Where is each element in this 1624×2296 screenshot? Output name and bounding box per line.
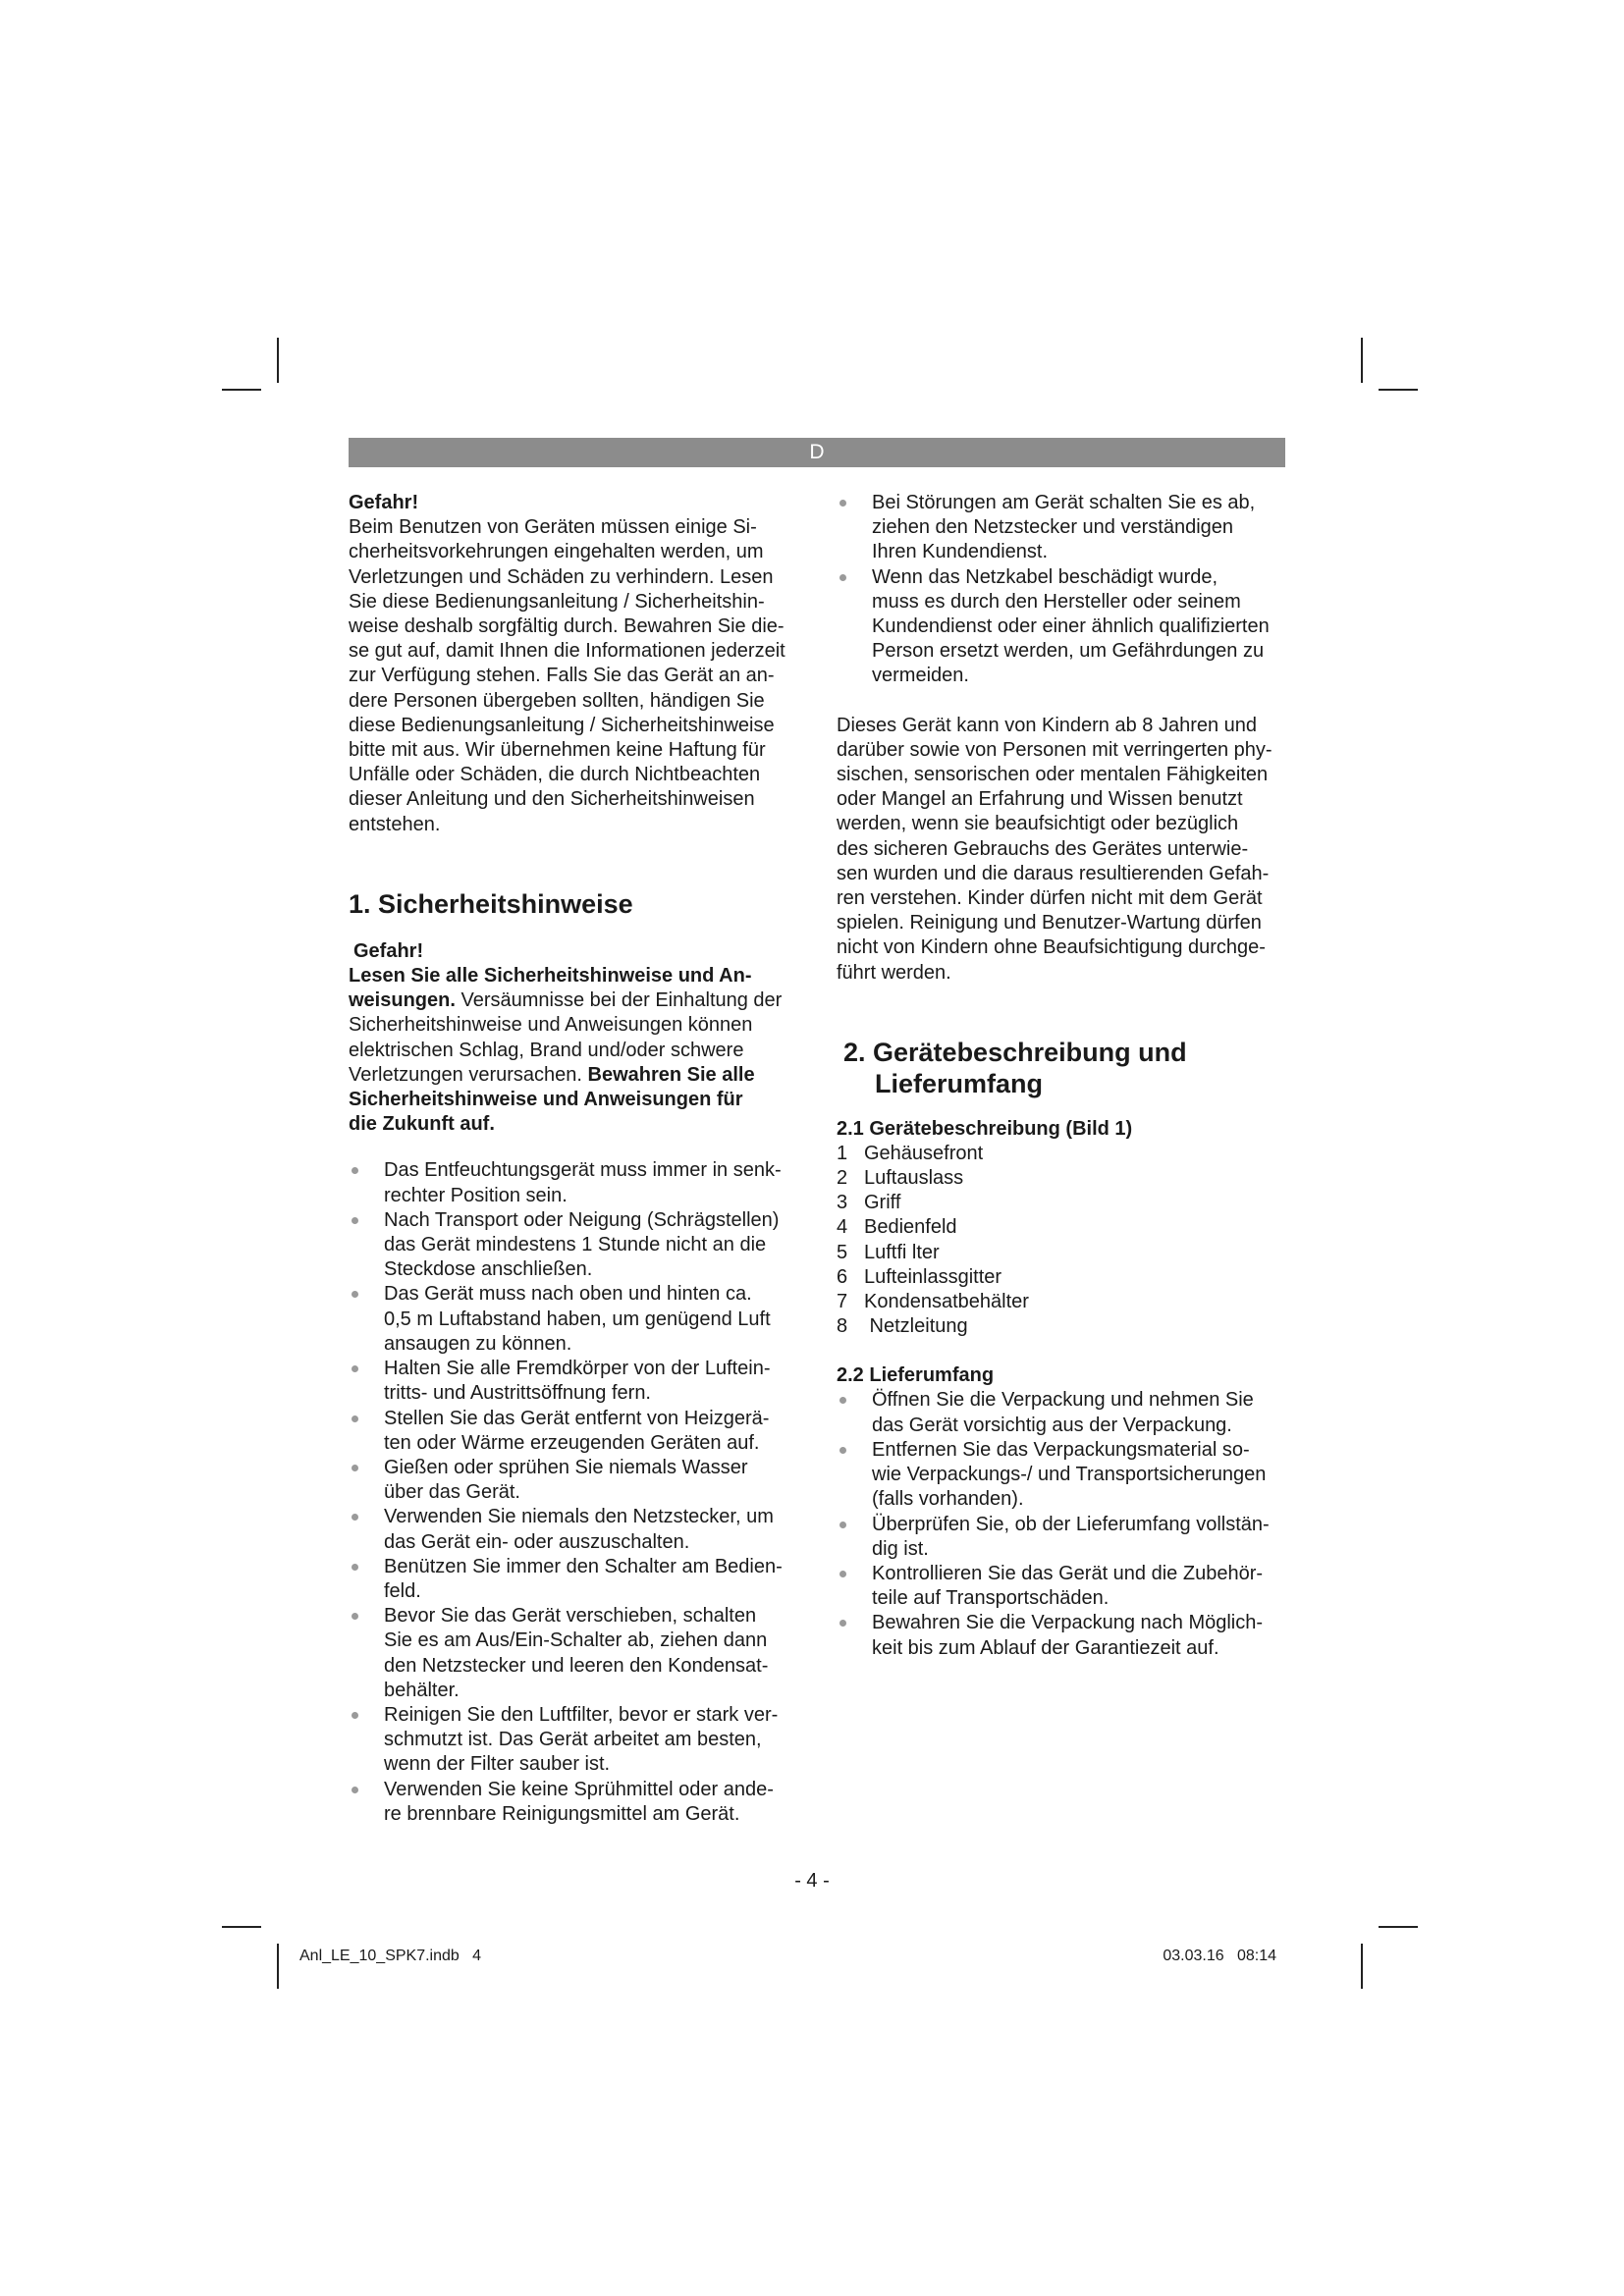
page-number: - 4 - (794, 1870, 830, 1892)
footer-date: 03.03.16 08:14 (1163, 1948, 1276, 1964)
text-line: Sicherheitshinweise und Anweisungen für (349, 1089, 743, 1111)
list-item (349, 1158, 805, 1207)
list-item (837, 565, 1286, 689)
text-line: Überprüfen Sie, ob der Lieferumfang vollstän- (872, 1513, 1270, 1535)
list-item (349, 1208, 805, 1283)
heading-line: 2. Gerätebeschreibung und (843, 1037, 1187, 1067)
plain-text: Versäumnisse bei der Einhaltung der (455, 989, 783, 1012)
part-label: Luftfi lter (864, 1241, 940, 1263)
list-item (837, 1513, 1286, 1562)
text-line: ren verstehen. Kinder dürfen nicht mit dem Gerät (837, 887, 1263, 910)
text-line: elektrischen Schlag, Brand und/oder schwere (349, 1039, 744, 1061)
text-line: Beim Benutzen von Geräten müssen einige Si- (349, 516, 757, 539)
subsection-heading-delivery: 2.2 Lieferumfang (837, 1364, 995, 1387)
list-item (349, 1282, 805, 1357)
list-item (837, 1611, 1286, 1660)
bold-text: Bewahren Sie alle (587, 1063, 755, 1086)
list-item (349, 1357, 805, 1406)
crop-mark (277, 338, 279, 383)
text-line: oder Mangel an Erfahrung und Wissen benutzt (837, 788, 1243, 811)
text-line: behälter. (384, 1679, 460, 1701)
list-item (837, 1562, 1286, 1611)
text-line: Stellen Sie das Gerät entfernt von Heizgerä- (384, 1407, 770, 1429)
list-item (837, 1142, 1286, 1166)
text-line: tritts- und Austrittsöffnung fern. (384, 1382, 651, 1405)
list-item (837, 1191, 1286, 1215)
warning-text (349, 515, 805, 837)
text-line: Wenn das Netzkabel beschädigt wurde, (872, 565, 1218, 588)
text-line: ten oder Wärme erzeugenden Geräten auf. (384, 1431, 760, 1454)
text-line: (falls vorhanden). (872, 1488, 1024, 1511)
part-label: Netzleitung (864, 1315, 968, 1338)
text-line: Verwenden Sie niemals den Netzstecker, um (384, 1506, 774, 1528)
text-line: das Gerät ein- oder auszuschalten. (384, 1530, 690, 1553)
safety-bullet-list (349, 1158, 805, 1826)
text-line: Benützen Sie immer den Schalter am Bedien- (384, 1555, 783, 1577)
text-line: dig ist. (872, 1537, 929, 1560)
text-line: Reinigen Sie den Luftfilter, bevor er stark ver- (384, 1703, 779, 1726)
text-line: Sie diese Bedienungsanleitung / Sicherheitshin- (349, 590, 765, 613)
text-line: wenn der Filter sauber ist. (384, 1753, 611, 1776)
list-item (837, 1314, 1286, 1339)
part-number: 1 (837, 1142, 848, 1164)
language-header-bar: D (349, 438, 1285, 467)
part-number: 4 (837, 1216, 848, 1239)
part-label: Lufteinlassgitter (864, 1265, 1002, 1288)
list-item (837, 1166, 1286, 1191)
text-line: die Zukunft auf. (349, 1113, 495, 1136)
list-item (837, 1241, 1286, 1265)
text-line: keit bis zum Ablauf der Garantiezeit auf. (872, 1636, 1219, 1659)
part-number: 5 (837, 1241, 848, 1263)
list-item (837, 1388, 1286, 1437)
text-line: Halten Sie alle Fremdkörper von der Luftein- (384, 1358, 771, 1380)
list-item (837, 1438, 1286, 1513)
text-line: dere Personen übergeben sollten, händigen Sie (349, 689, 765, 712)
text-line: vermeiden. (872, 665, 969, 687)
part-number: 3 (837, 1192, 848, 1214)
text-line: weise deshalb sorgfältig durch. Bewahren Sie die- (349, 615, 785, 638)
text-line: bitte mit aus. Wir übernehmen keine Haftung für (349, 739, 766, 762)
text-line: Kontrollieren Sie das Gerät und die Zubehör- (872, 1562, 1264, 1584)
part-label: Gehäusefront (864, 1142, 984, 1164)
list-item (837, 1265, 1286, 1290)
crop-mark (222, 389, 261, 391)
text-line: cherheitsvorkehrungen eingehalten werden, um (349, 541, 764, 563)
text-line: feld. (384, 1579, 421, 1602)
text-line: Steckdose anschließen. (384, 1258, 593, 1281)
heading-line: Lieferumfang (875, 1068, 1044, 1098)
text-line: Bevor Sie das Gerät verschieben, schalten (384, 1605, 757, 1628)
text-line: den Netzstecker und leeren den Kondensat- (384, 1654, 769, 1677)
text-line: Verwenden Sie keine Sprühmittel oder ande- (384, 1778, 774, 1800)
text-line: das Gerät vorsichtig aus der Verpackung. (872, 1414, 1232, 1436)
text-line: spielen. Reinigung und Benutzer-Wartung dürfen (837, 912, 1262, 934)
text-line: darüber sowie von Personen mit verringerten phy- (837, 738, 1272, 761)
warning-title: Gefahr! (349, 492, 419, 513)
crop-mark (1361, 338, 1363, 383)
text-line: zur Verfügung stehen. Falls Sie das Gerät an an- (349, 665, 775, 687)
text-line: rechter Position sein. (384, 1184, 568, 1206)
list-item (349, 1778, 805, 1827)
text-line: Ihren Kundendienst. (872, 541, 1049, 563)
text-line: re brennbare Reinigungsmittel am Gerät. (384, 1802, 740, 1825)
text-line: des sicheren Gebrauchs des Gerätes unterwie- (837, 837, 1249, 860)
bold-text: weisungen. (349, 989, 456, 1012)
text-line: dieser Anleitung und den Sicherheitshinweisen (349, 788, 755, 811)
text-line: ansaugen zu können. (384, 1332, 572, 1355)
parts-list (837, 1142, 1286, 1340)
children-notice (837, 714, 1286, 986)
text-line: werden, wenn sie beaufsichtigt oder bezüglich (837, 813, 1239, 835)
text-line: teile auf Transportschäden. (872, 1587, 1110, 1610)
list-item (349, 1505, 805, 1554)
text-line: wie Verpackungs-/ und Transportsicherungen (872, 1464, 1267, 1486)
text-line: Öffnen Sie die Verpackung und nehmen Sie (872, 1389, 1254, 1412)
subsection-heading-description: 2.1 Gerätebeschreibung (Bild 1) (837, 1117, 1133, 1140)
list-item (349, 1703, 805, 1778)
plain-text: Verletzungen verursachen. (349, 1063, 588, 1086)
text-line: Lesen Sie alle Sicherheitshinweise und An- (349, 965, 752, 988)
list-item (349, 1604, 805, 1703)
text-line: Das Entfeuchtungsgerät muss immer in senk- (384, 1159, 782, 1182)
crop-mark (1361, 1944, 1363, 1989)
text-line: sischen, sensorischen oder mentalen Fähigkeiten (837, 764, 1269, 786)
section-warning-title: Gefahr! (353, 939, 424, 962)
text-line: Sie es am Aus/Ein-Schalter ab, ziehen dann (384, 1629, 768, 1652)
list-item (349, 1555, 805, 1604)
list-item (349, 1456, 805, 1505)
text-line: Bei Störungen am Gerät schalten Sie es ab, (872, 492, 1256, 513)
text-line: 0,5 m Luftabstand haben, um genügend Luft (384, 1308, 771, 1330)
part-label: Griff (864, 1192, 901, 1214)
safety-bullet-list-continued (837, 491, 1286, 689)
crop-mark (277, 1944, 279, 1989)
part-number: 7 (837, 1291, 848, 1313)
section-heading-safety: 1. Sicherheitshinweise (349, 888, 633, 919)
text-line (349, 1063, 805, 1088)
part-label: Bedienfeld (864, 1216, 957, 1239)
text-line: entstehen. (349, 813, 441, 835)
right-column (837, 491, 1286, 1661)
text-line: Person ersetzt werden, um Gefährdungen zu (872, 640, 1265, 663)
part-number: 8 (837, 1315, 848, 1338)
text-line: Gießen oder sprühen Sie niemals Wasser (384, 1456, 748, 1478)
text-line: diese Bedienungsanleitung / Sicherheitshinweise (349, 714, 775, 736)
crop-mark (1379, 1926, 1418, 1928)
text-line: Sicherheitshinweise und Anweisungen können (349, 1014, 753, 1037)
text-line: Kundendienst oder einer ähnlich qualifizierten (872, 615, 1270, 638)
part-label: Luftauslass (864, 1167, 964, 1190)
text-line: über das Gerät. (384, 1481, 520, 1504)
text-line: nicht von Kindern ohne Beaufsichtigung durchge- (837, 936, 1266, 959)
crop-mark (1379, 389, 1418, 391)
list-item (349, 1407, 805, 1456)
text-line: Verletzungen und Schäden zu verhindern. Lesen (349, 565, 774, 588)
part-label: Kondensatbehälter (864, 1291, 1029, 1313)
part-number: 6 (837, 1265, 848, 1288)
list-item (837, 491, 1286, 565)
section-heading-description (837, 1037, 1286, 1099)
text-line: Das Gerät muss nach oben und hinten ca. (384, 1283, 752, 1306)
text-line (349, 988, 805, 1013)
text-line: führt werden. (837, 961, 951, 984)
part-number: 2 (837, 1167, 848, 1190)
left-column (349, 491, 805, 1827)
text-line: das Gerät mindestens 1 Stunde nicht an die (384, 1234, 767, 1256)
text-line: sen wurden und die daraus resultierenden Gefah- (837, 862, 1270, 884)
list-item (837, 1290, 1286, 1314)
text-line: se gut auf, damit Ihnen die Informationen jederzeit (349, 640, 785, 663)
text-line: Dieses Gerät kann von Kindern ab 8 Jahren und (837, 714, 1258, 736)
text-line: schmutzt ist. Das Gerät arbeitet am besten, (384, 1729, 762, 1751)
delivery-bullet-list (837, 1388, 1286, 1660)
text-line: Bewahren Sie die Verpackung nach Möglich- (872, 1612, 1264, 1634)
text-line: Entfernen Sie das Verpackungsmaterial so- (872, 1438, 1250, 1461)
text-line: ziehen den Netzstecker und verständigen (872, 516, 1234, 539)
text-line: muss es durch den Hersteller oder seinem (872, 590, 1241, 613)
text-line: Unfälle oder Schäden, die durch Nichtbeachten (349, 764, 761, 786)
text-line: Nach Transport oder Neigung (Schrägstellen) (384, 1208, 780, 1231)
crop-mark (222, 1926, 261, 1928)
footer-file-name: Anl_LE_10_SPK7.indb 4 (299, 1948, 482, 1964)
list-item (837, 1215, 1286, 1240)
